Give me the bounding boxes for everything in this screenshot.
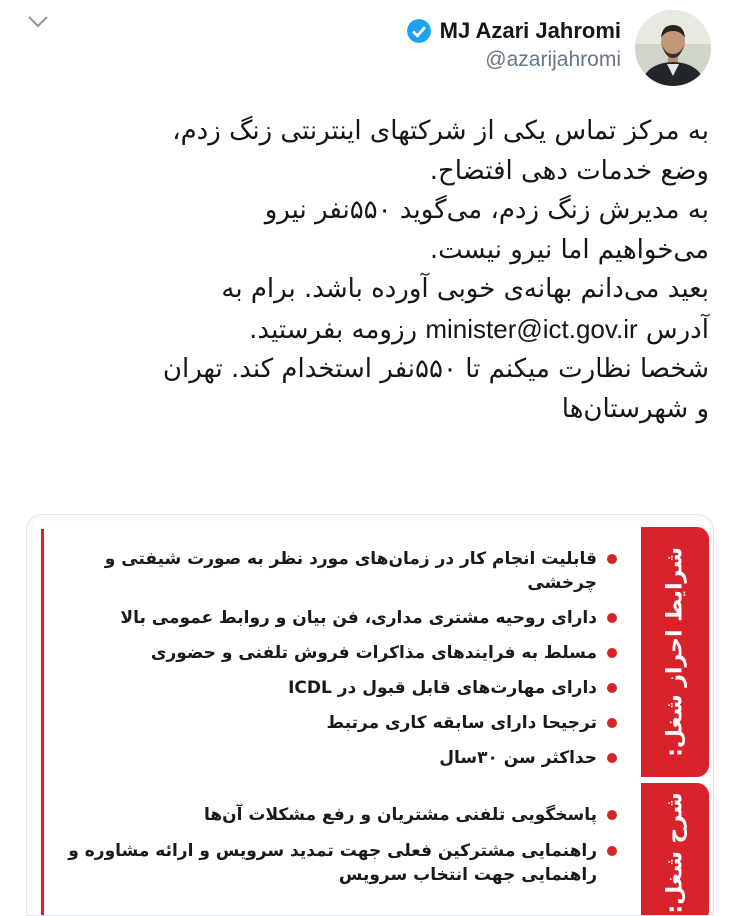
address-prefix: آدرس [645, 314, 709, 345]
tweet-line: وضع خدمات دهی افتضاح. [429, 155, 709, 186]
tweet-header [406, 8, 711, 88]
tweet-line: و شهرستان‌ها [561, 393, 709, 424]
chevron-down-icon[interactable] [26, 12, 50, 32]
list-item: حداکثر سن ۳۰سال [57, 746, 617, 770]
list-item: دارای مهارت‌های قابل قبول در ICDL [57, 676, 617, 700]
email-link[interactable]: minister@ict.gov.ir [425, 313, 638, 344]
author-handle[interactable]: @azarijahromi [485, 48, 621, 71]
list-item: دارای روحیه مشتری مداری، فن بیان و روابط عمومی بالا [57, 606, 617, 630]
bullet-icon [607, 554, 617, 564]
avatar[interactable] [635, 10, 711, 86]
tweet-line: بعید می‌دانم بهانه‌ی خوبی آورده باشد. برام به [221, 274, 709, 304]
list-item: مسلط به فرایندهای مذاکرات فروش تلفنی و حضوری [57, 641, 617, 665]
address-suffix: رزومه بفرستید. [249, 314, 418, 345]
section-tab-job-description [641, 783, 709, 916]
section-tab-requirements [641, 527, 709, 777]
verified-badge-icon [406, 18, 432, 44]
tweet-line-address [19, 310, 709, 351]
section-title-job-description: شرح شغل: [662, 792, 688, 914]
tweet-line: به مدیرش زنگ زدم، می‌گوید ۵۵۰نفر نیرو [264, 195, 709, 225]
bullet-icon [607, 810, 617, 820]
job-description-list [57, 803, 617, 899]
tweet-media-image[interactable] [26, 514, 714, 916]
bullet-icon [607, 613, 617, 623]
tweet-line: به مرکز تماس یکی از شرکتهای اینترنتی زنگ زدم، [172, 116, 709, 146]
bullet-icon [607, 648, 617, 658]
list-item: ترجیحا دارای سابقه کاری مرتبط [57, 711, 617, 735]
job-ad-image [33, 521, 709, 915]
avatar-portrait [635, 10, 711, 86]
list-item: راهنمایی مشترکین فعلی جهت تمدید سرویس و ارائه مشاوره و راهنمایی جهت انتخاب سرویس [57, 839, 617, 887]
bullet-icon [607, 753, 617, 763]
decorative-rule [41, 529, 44, 915]
tweet-text [19, 112, 709, 429]
tweet-line: شخصا نظارت میکنم تا ۵۵۰نفر استخدام کند. تهران [162, 354, 709, 384]
bullet-icon [607, 718, 617, 728]
bullet-icon [607, 683, 617, 693]
tweet-line: می‌خواهیم اما نیرو نیست. [429, 234, 709, 265]
section-title-requirements: شرایط احراز شغل: [662, 547, 688, 757]
bullet-icon [607, 846, 617, 856]
requirements-list [57, 547, 617, 781]
list-item: پاسخگویی تلفنی مشتریان و رفع مشکلات آن‌ها [57, 803, 617, 827]
author-names [406, 18, 621, 72]
author-display-name[interactable]: MJ Azari Jahromi [439, 18, 621, 43]
list-item: قابلیت انجام کار در زمان‌های مورد نظر به صورت شیفتی و چرخشی [57, 547, 617, 595]
